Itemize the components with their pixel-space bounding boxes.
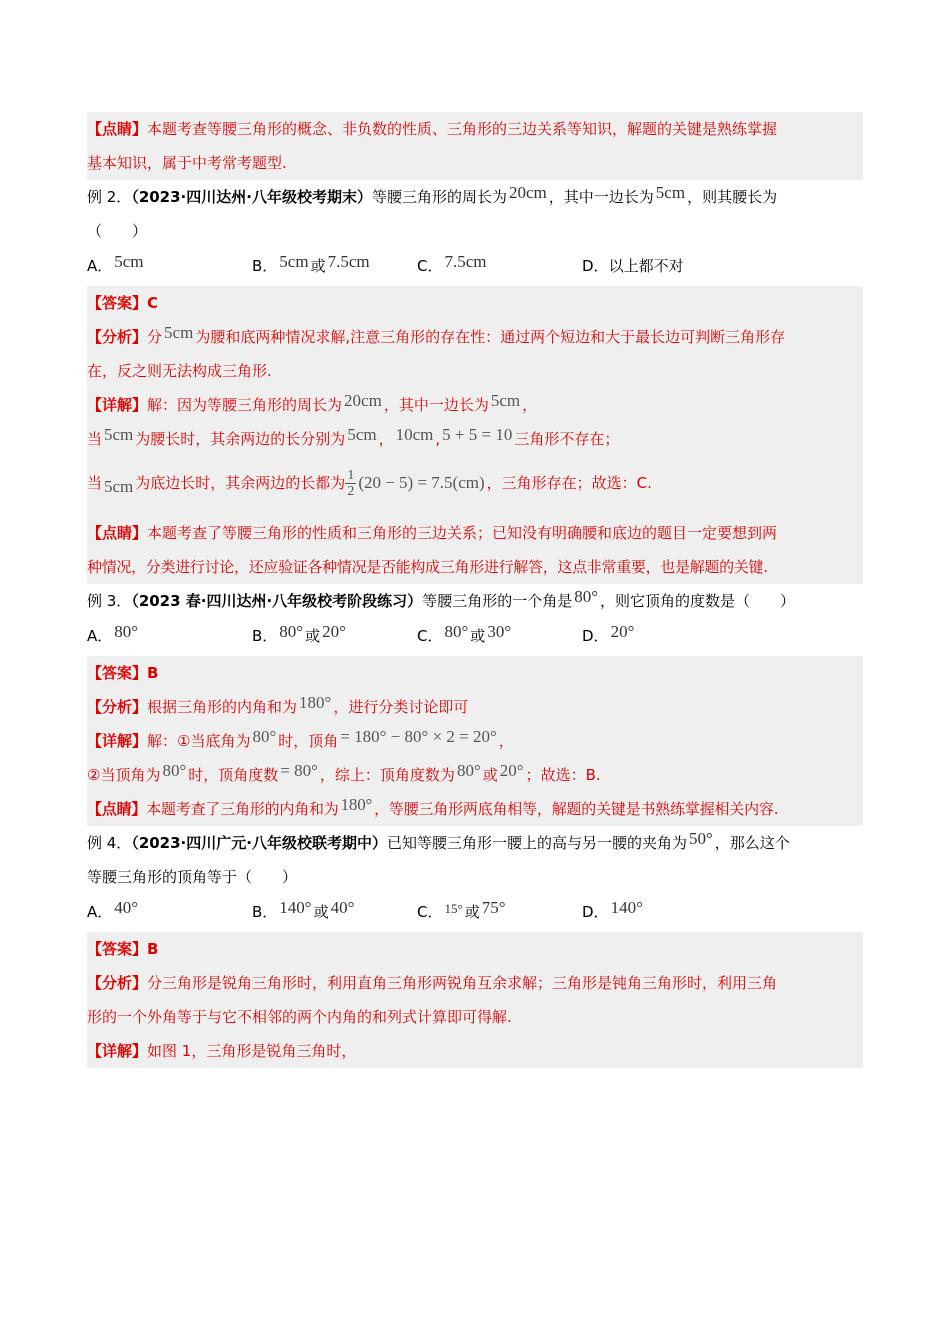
option-label: C． <box>417 627 443 645</box>
option-c[interactable] <box>417 248 582 286</box>
math-expr: (20 − 5) = 7.5(cm) <box>358 473 485 492</box>
tip-line <box>87 112 863 146</box>
option-a[interactable] <box>87 248 252 286</box>
option-b[interactable] <box>252 894 417 932</box>
example-4-options <box>87 894 863 932</box>
math-expr: 15° <box>444 901 463 916</box>
math-expr: 50° <box>688 829 713 848</box>
detail-text: ②当顶角为 <box>87 766 161 784</box>
detail-text: 如图 1，三角形是锐角三角时， <box>147 1042 357 1060</box>
option-a[interactable] <box>87 618 252 656</box>
example-3-options <box>87 618 863 656</box>
detail-tag: 【详解】 <box>87 732 148 750</box>
answer-tag: 【答案】 <box>87 294 148 312</box>
answer-line <box>87 286 863 320</box>
stem-text: ，其中一边长为 <box>548 188 654 206</box>
option-label: B． <box>252 627 278 645</box>
math-expr: 20° <box>322 622 346 641</box>
detail-tag: 【详解】 <box>87 1042 148 1060</box>
detail-line <box>87 388 863 422</box>
option-c[interactable] <box>417 618 582 656</box>
analysis-line <box>87 320 863 354</box>
answer-tag: 【答案】 <box>87 940 148 958</box>
option-text: 以上都不对 <box>608 257 684 275</box>
answer-tag: 【答案】 <box>87 664 148 682</box>
answer-value: B <box>147 940 159 958</box>
detail-line <box>87 758 863 792</box>
example-2-paren <box>87 214 863 248</box>
option-d[interactable] <box>582 248 832 286</box>
detail-text: ；故选： <box>525 766 586 784</box>
example-2-stem <box>87 180 863 214</box>
option-label: B． <box>252 257 278 275</box>
math-expr: 80° <box>252 727 277 746</box>
math-expr: 7.5cm <box>444 252 487 271</box>
math-expr: 5cm <box>279 252 309 271</box>
detail-text: 解：①当底角为 <box>147 732 251 750</box>
option-d[interactable] <box>582 618 832 656</box>
detail-text: 为腰长时，其余两边的长分别为 <box>135 430 346 448</box>
option-or: 或 <box>310 257 326 275</box>
analysis-line <box>87 966 863 1000</box>
tip-tag: 【点睛】 <box>87 120 148 138</box>
tip-text: ，等腰三角形两底角相等，解题的关键是书熟练掌握相关内容. <box>374 800 779 818</box>
detail-line <box>87 422 863 456</box>
math-expr: 5 + 5 = 10 <box>442 425 513 444</box>
tip-text: 本题考查了三角形的内角和为 <box>146 800 339 818</box>
option-a[interactable] <box>87 894 252 932</box>
tip-text: 基本知识，属于中考常考题型. <box>87 154 287 172</box>
example-source: （2023 春·四川达州·八年级校考阶段练习） <box>131 592 423 610</box>
tip-line <box>87 146 863 180</box>
option-label: D． <box>582 257 609 275</box>
math-expr: 80° <box>456 761 481 780</box>
stem-text: ，则其腰长为 <box>687 188 778 206</box>
analysis-text: 分三角形是锐角三角形时，利用直角三角形两锐角互余求解；三角形是钝角三角形时，利用三角 <box>147 974 778 992</box>
detail-text: ， <box>378 430 394 448</box>
option-label: A． <box>87 903 113 921</box>
tip-tag: 【点睛】 <box>87 800 147 818</box>
answer-value: C <box>147 294 159 312</box>
analysis-text: 为腰和底两种情况求解,注意三角形的存在性：通过两个短边和大于最长边可判断三角形存 <box>195 328 786 346</box>
option-label: D． <box>582 903 609 921</box>
tip-text: 本题考查等腰三角形的概念、非负数的性质、三角形的三边关系等知识，解题的关键是熟练掌握 <box>147 120 778 138</box>
math-expr: 5cm <box>104 477 134 496</box>
option-or: 或 <box>313 903 329 921</box>
math-expr: 80° <box>162 761 187 780</box>
analysis-text: 分 <box>147 328 163 346</box>
answer-choice: B. <box>585 766 601 784</box>
example-4-stem-cont <box>87 860 863 894</box>
example-label: 例 2． <box>87 188 132 206</box>
detail-text: 时，顶角 <box>278 732 339 750</box>
detail-line <box>87 724 863 758</box>
option-label: C． <box>417 257 443 275</box>
math-expr: 180° <box>340 795 373 814</box>
answer-line <box>87 932 863 966</box>
math-expr: 20cm <box>344 391 382 410</box>
detail-text: ， <box>498 732 514 750</box>
math-expr: 5cm <box>114 252 144 271</box>
example-3-solution <box>87 656 863 826</box>
example-4-solution <box>87 932 863 1068</box>
math-expr: 140° <box>610 898 643 917</box>
detail-tag: 【详解】 <box>87 396 148 414</box>
math-expr: 140° <box>279 898 312 917</box>
fraction-numerator: 1 <box>347 468 355 483</box>
detail-text: 三角形不存在； <box>514 430 620 448</box>
detail-text: 当 <box>87 474 103 492</box>
option-b[interactable] <box>252 248 417 286</box>
example-source: （2023·四川广元·八年级校联考期中） <box>131 834 387 852</box>
detail-line <box>87 456 863 510</box>
fraction-denominator: 2 <box>347 484 355 499</box>
detail-text: 解：因为等腰三角形的周长为 <box>147 396 343 414</box>
analysis-text: ，进行分类讨论即可 <box>333 698 469 716</box>
tip-tag: 【点睛】 <box>87 524 148 542</box>
math-expr: 20° <box>499 761 524 780</box>
detail-line <box>87 1034 863 1068</box>
option-d[interactable] <box>582 894 832 932</box>
math-expr: 80° <box>574 587 599 606</box>
math-expr: = 180° − 80° × 2 = 20° <box>340 727 497 746</box>
answer-paren: （ ） <box>87 222 148 240</box>
math-expr: 40° <box>330 898 355 917</box>
tip-block-1 <box>87 112 863 180</box>
option-label: D． <box>582 627 609 645</box>
example-3-stem <box>87 584 863 618</box>
math-expr: 10cm <box>395 425 434 444</box>
tip-line <box>87 550 863 584</box>
option-or: 或 <box>470 627 486 645</box>
math-expr: = 80° <box>280 761 318 780</box>
math-expr: 5cm <box>347 425 377 444</box>
example-label: 例 4． <box>87 834 132 852</box>
option-label: A． <box>87 257 113 275</box>
detail-text: ，综上：顶角度数为 <box>319 766 455 784</box>
option-or: 或 <box>305 627 321 645</box>
math-expr: 5cm <box>104 425 134 444</box>
option-label: A． <box>87 627 113 645</box>
example-4-stem <box>87 826 863 860</box>
answer-choice: C. <box>636 474 652 492</box>
analysis-text: 在，反之则无法构成三角形. <box>87 362 272 380</box>
detail-text: 时，顶角度数 <box>188 766 279 784</box>
math-expr: 40° <box>114 898 139 917</box>
answer-value: B <box>147 664 159 682</box>
example-source: （2023·四川达州·八年级校考期末） <box>131 188 372 206</box>
math-expr: 20° <box>610 622 635 641</box>
detail-text: , <box>435 430 441 448</box>
example-label: 例 3． <box>87 592 132 610</box>
analysis-tag: 【分析】 <box>87 698 148 716</box>
math-expr: 80° <box>279 622 304 641</box>
math-expr: 5cm <box>164 323 194 342</box>
option-b[interactable] <box>252 618 417 656</box>
math-expr: 5cm <box>655 183 686 202</box>
detail-text: 当 <box>87 430 103 448</box>
tip-line <box>87 516 863 550</box>
fraction <box>345 468 356 499</box>
stem-text: 等腰三角形的一个角是 <box>422 592 573 610</box>
analysis-tag: 【分析】 <box>87 974 148 992</box>
math-expr: 80° <box>444 622 469 641</box>
math-expr: 20cm <box>508 183 547 202</box>
detail-text: ，其中一边长为 <box>383 396 489 414</box>
option-c[interactable] <box>417 894 582 932</box>
detail-text: 或 <box>482 766 498 784</box>
math-expr: 75° <box>481 898 506 917</box>
option-label: B． <box>252 903 278 921</box>
example-2-solution <box>87 286 863 584</box>
math-expr: 7.5cm <box>327 252 370 271</box>
document-page <box>87 112 863 1068</box>
stem-text: 等腰三角形的顶角等于（ ） <box>87 868 298 886</box>
answer-line <box>87 656 863 690</box>
tip-text: 本题考查了等腰三角形的性质和三角形的三边关系；已知没有明确腰和底边的题目一定要想到两 <box>147 524 778 542</box>
stem-text: ，则它顶角的度数是（ ） <box>600 592 796 610</box>
analysis-line <box>87 1000 863 1034</box>
analysis-text: 根据三角形的内角和为 <box>147 698 298 716</box>
tip-line <box>87 792 863 826</box>
tip-text: 种情况，分类进行讨论，还应验证各种情况是否能构成三角形进行解答，这点非常重要，也是解题的关键. <box>87 558 768 576</box>
math-expr: 30° <box>487 622 512 641</box>
analysis-text: 形的一个外角等于与它不相邻的两个内角的和列式计算即可得解. <box>87 1008 512 1026</box>
example-2-options <box>87 248 863 286</box>
math-expr: 80° <box>114 622 139 641</box>
math-expr: 180° <box>299 693 332 712</box>
math-expr: 5cm <box>490 391 521 410</box>
option-label: C． <box>417 903 443 921</box>
detail-text: ， <box>522 396 538 414</box>
analysis-line <box>87 690 863 724</box>
analysis-line <box>87 354 863 388</box>
detail-text: ，三角形存在；故选： <box>486 474 637 492</box>
stem-text: 等腰三角形的周长为 <box>371 188 507 206</box>
stem-text: 已知等腰三角形一腰上的高与另一腰的夹角为 <box>386 834 687 852</box>
option-or: 或 <box>464 903 480 921</box>
detail-text: 为底边长时，其余两边的长都为 <box>135 474 346 492</box>
stem-text: ，那么这个 <box>714 834 790 852</box>
analysis-tag: 【分析】 <box>87 328 148 346</box>
